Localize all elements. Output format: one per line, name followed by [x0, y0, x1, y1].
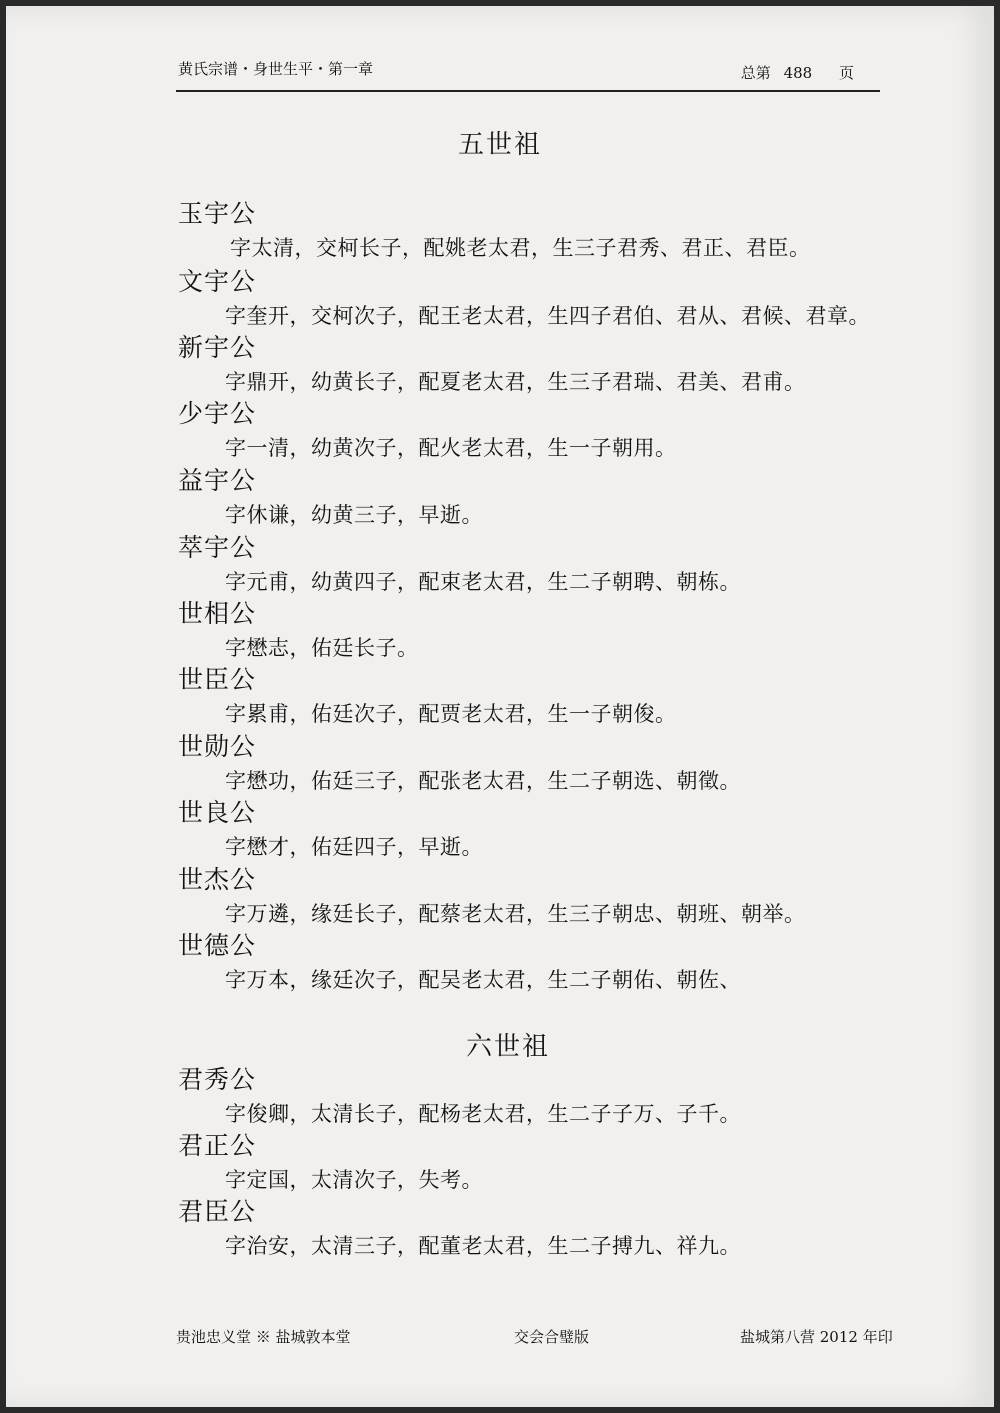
entry-name: 新宇公 — [178, 333, 257, 362]
entry-name: 君臣公 — [178, 1197, 257, 1226]
entry-name: 世相公 — [178, 599, 257, 628]
entry-desc: 字懋功，佑廷三子，配张老太君，生二子朝选、朝徵。 — [225, 769, 741, 793]
entry-desc: 字鼎开，幼黄长子，配夏老太君，生三子君瑞、君美、君甫。 — [225, 370, 806, 394]
page-prefix: 总第 — [740, 64, 771, 82]
entry-desc: 字元甫，幼黄四子，配束老太君，生二子朝聘、朝栋。 — [225, 570, 741, 594]
entry-desc: 字俊卿，太清长子，配杨老太君，生二子子万、子千。 — [225, 1102, 741, 1126]
entry-name: 少宇公 — [178, 399, 257, 428]
entry-name: 世良公 — [178, 798, 257, 827]
entry-desc: 字累甫，佑廷次子，配贾老太君，生一子朝俊。 — [225, 702, 677, 726]
entry-desc: 字一清，幼黄次子，配火老太君，生一子朝用。 — [225, 436, 677, 460]
footer-right: 盐城第八营 2012 年印 — [740, 1328, 893, 1346]
entry-desc: 字太清，交柯长子，配姚老太君，生三子君秀、君正、君臣。 — [230, 236, 811, 260]
page-header — [176, 56, 880, 92]
entry-desc: 字奎开，交柯次子，配王老太君，生四子君伯、君从、君候、君章。 — [225, 304, 870, 328]
entry-name: 文宇公 — [178, 267, 257, 296]
entry-name: 萃宇公 — [178, 533, 257, 562]
header-page-number — [733, 62, 854, 83]
footer-center: 交会合璧版 — [514, 1328, 590, 1346]
section-title-1: 五世祖 — [457, 130, 542, 160]
entry-desc: 字休谦，幼黄三子，早逝。 — [225, 503, 483, 527]
entry-name: 君正公 — [178, 1131, 257, 1160]
footer-left: 贵池忠义堂 ※ 盐城敦本堂 — [176, 1328, 351, 1346]
page-number: 488 — [783, 64, 813, 82]
entry-desc: 字治安，太清三子，配董老太君，生二子搏九、祥九。 — [225, 1234, 741, 1258]
entry-desc: 字懋志，佑廷长子。 — [225, 636, 419, 660]
entry-name: 君秀公 — [178, 1065, 257, 1094]
entry-desc: 字万本，缘廷次子，配吴老太君，生二子朝佑、朝佐、 — [225, 968, 741, 992]
entry-desc: 字定国，太清次子，失考。 — [225, 1168, 483, 1192]
header-chapter: 黄氏宗谱・身世生平・第一章 — [178, 60, 374, 78]
section-title-2: 六世祖 — [465, 1032, 550, 1062]
entry-name: 世德公 — [178, 931, 257, 960]
entry-desc: 字懋才，佑廷四子，早逝。 — [225, 835, 483, 859]
entry-name: 世勋公 — [178, 732, 257, 761]
entry-name: 玉宇公 — [178, 199, 257, 228]
entry-desc: 字万遴，缘廷长子，配蔡老太君，生三子朝忠、朝班、朝举。 — [225, 902, 806, 926]
page-suffix: 页 — [838, 64, 854, 82]
entry-name: 益宇公 — [178, 466, 257, 495]
entry-name: 世杰公 — [178, 865, 257, 894]
entry-name: 世臣公 — [178, 665, 257, 694]
